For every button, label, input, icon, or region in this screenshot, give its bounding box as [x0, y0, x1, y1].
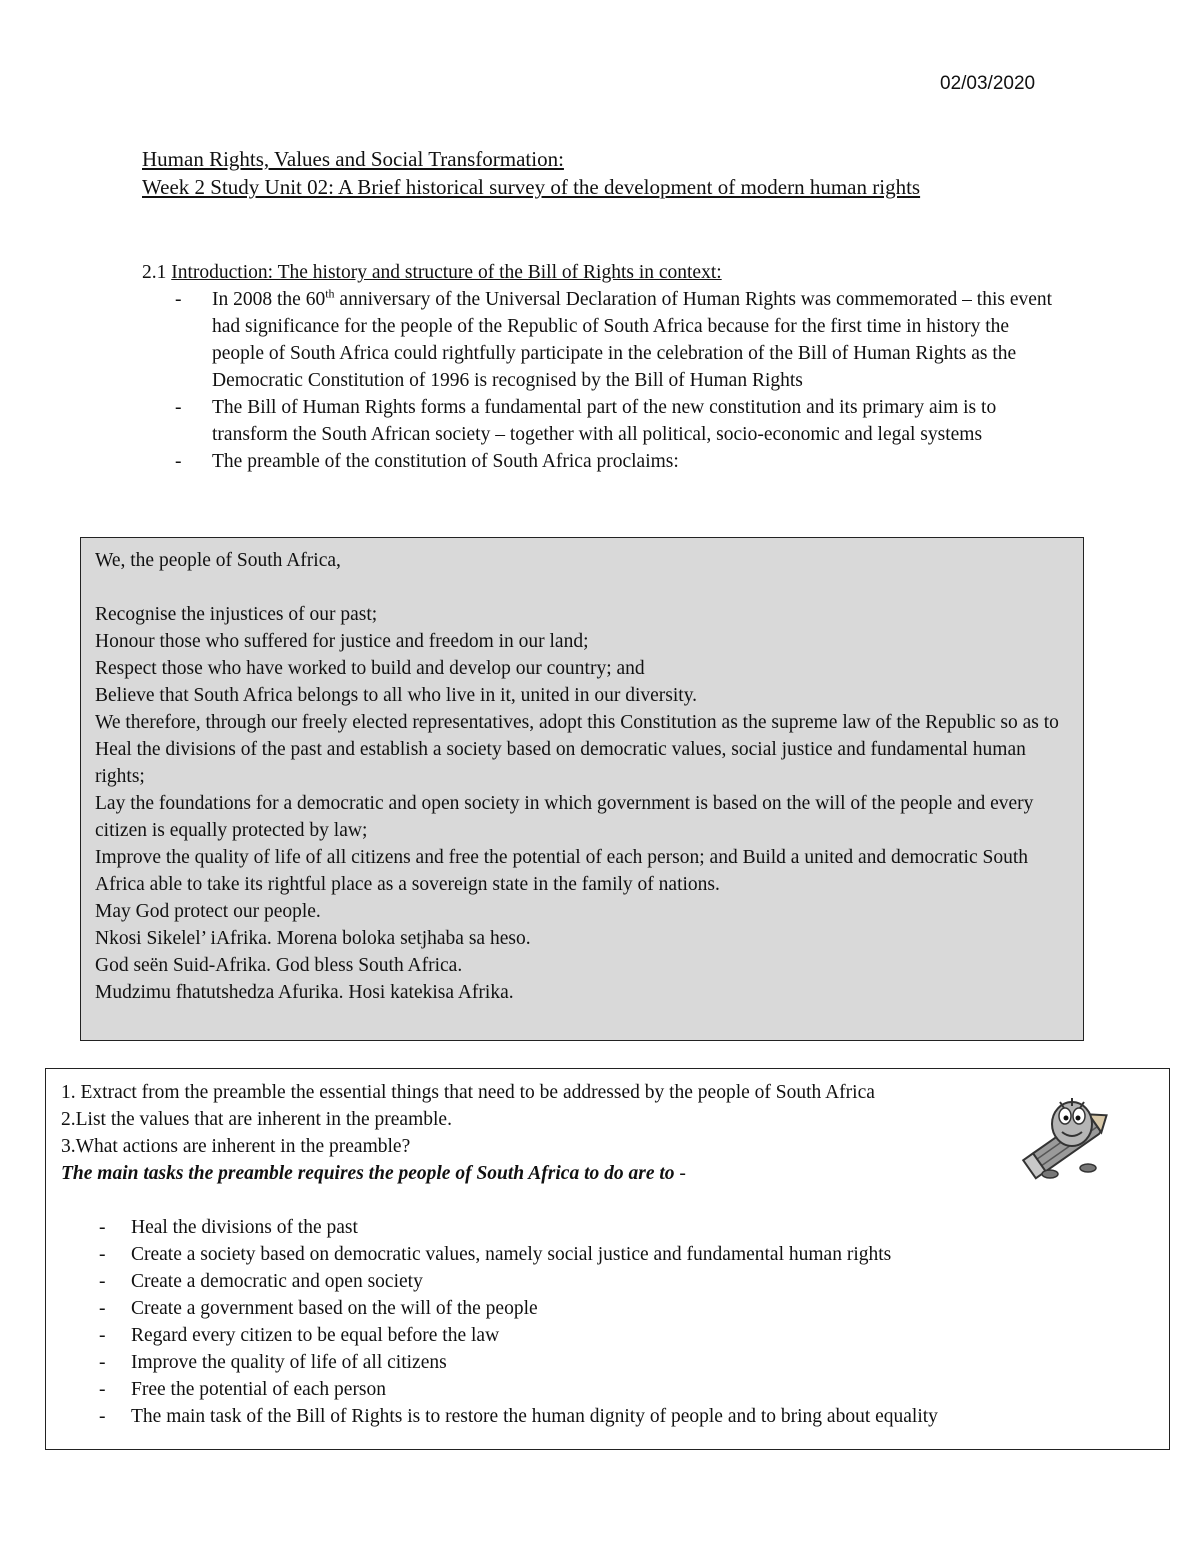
preamble-line: Believe that South Africa belongs to all who live in it, united in our diversity. [95, 685, 698, 706]
bullet-dash: - [99, 1379, 106, 1400]
bullet-dash: - [175, 289, 182, 310]
bullet-dash: - [175, 397, 182, 418]
activity-question-3: 3.What actions are inherent in the preamble? [61, 1136, 411, 1157]
list-item: - Regard every citizen to be equal before the law [61, 1322, 1169, 1349]
preamble-line: God seën Suid-Afrika. God bless South Africa. [95, 955, 463, 976]
preamble-line: Nkosi Sikelel’ iAfrika. Morena boloka setjhaba sa heso. [95, 928, 531, 949]
preamble-line: Heal the divisions of the past and establish a society based on democratic values, social justice and fundamental human rights; [95, 739, 1026, 787]
document-date: 02/03/2020 [940, 73, 1036, 94]
page-heading [142, 145, 1042, 201]
main-tasks-list [61, 1214, 1169, 1430]
preamble-line: Improve the quality of life of all citizens and free the potential of each person; and Build a united and democratic South Africa able to take its rightful place as a sovereign state in the family of nations. [95, 847, 1028, 895]
section-number: 2.1 [142, 262, 172, 283]
bullet-dash: - [99, 1325, 106, 1346]
activity-question-2: 2.List the values that are inherent in the preamble. [61, 1109, 452, 1130]
section-title: Introduction: The history and structure of the Bill of Rights in context: [171, 262, 722, 283]
preamble-box [80, 537, 1084, 1041]
pencil-mascot-icon [1010, 1088, 1110, 1188]
preamble-line: Lay the foundations for a democratic and open society in which government is based on the will of the people and every citizen is equally protected by law; [95, 793, 1034, 841]
bullet-dash: - [99, 1271, 106, 1292]
preamble-opening: We, the people of South Africa, [95, 550, 341, 571]
list-item: - Create a democratic and open society [61, 1268, 1169, 1295]
intro-bullet-list [142, 286, 1062, 475]
intro-bullet-2: - The Bill of Human Rights forms a fundamental part of the new constitution and its primary aim is to transform the South African society – together with all political, socio-economic and legal systems [142, 394, 1062, 448]
bullet-dash: - [99, 1217, 106, 1238]
activity-question-1: 1. Extract from the preamble the essential things that need to be addressed by the people of South Africa [61, 1082, 875, 1103]
preamble-line: Recognise the injustices of our past; [95, 604, 378, 625]
list-item: - Create a government based on the will of the people [61, 1295, 1169, 1322]
bullet-dash: - [175, 451, 182, 472]
bullet-dash: - [99, 1352, 106, 1373]
bullet-dash: - [99, 1244, 106, 1265]
preamble-line: May God protect our people. [95, 901, 321, 922]
preamble-line: We therefore, through our freely elected representatives, adopt this Constitution as the supreme law of the Republic so as to [95, 712, 1059, 733]
heading-course-title: Human Rights, Values and Social Transformation: [142, 147, 564, 171]
activity-box [45, 1068, 1170, 1450]
preamble-line: Respect those who have worked to build and develop our country; and [95, 658, 645, 679]
section-heading [142, 259, 1062, 286]
preamble-line: Mudzimu fhatutshedza Afurika. Hosi katekisa Afrika. [95, 982, 514, 1003]
intro-bullet-3: - The preamble of the constitution of South Africa proclaims: [142, 448, 1062, 475]
list-item: - Improve the quality of life of all citizens [61, 1349, 1169, 1376]
list-item: - The main task of the Bill of Rights is to restore the human dignity of people and to bring about equality [61, 1403, 1169, 1430]
intro-bullet-1: - In 2008 the 60th anniversary of the Universal Declaration of Human Rights was commemorated – this event had significance for the people of the Republic of South Africa because for the first time in history the people of South Africa could rightfully participate in the celebration of the Bill of Human Rights as the Democratic Constitution of 1996 is recognised by the Bill of Human Rights [175, 286, 1053, 391]
bullet-dash: - [99, 1298, 106, 1319]
list-item: - Heal the divisions of the past [61, 1214, 1169, 1241]
heading-study-unit: Week 2 Study Unit 02: A Brief historical survey of the development of modern human rights [142, 175, 921, 199]
bullet-dash: - [99, 1406, 106, 1427]
main-tasks-lead: The main tasks the preamble requires the people of South Africa to do are to - [61, 1163, 686, 1184]
list-item: - Create a society based on democratic values, namely social justice and fundamental human rights [61, 1241, 1169, 1268]
preamble-line: Honour those who suffered for justice and freedom in our land; [95, 631, 589, 652]
list-item: - Free the potential of each person [61, 1376, 1169, 1403]
intro-section [142, 259, 1062, 475]
